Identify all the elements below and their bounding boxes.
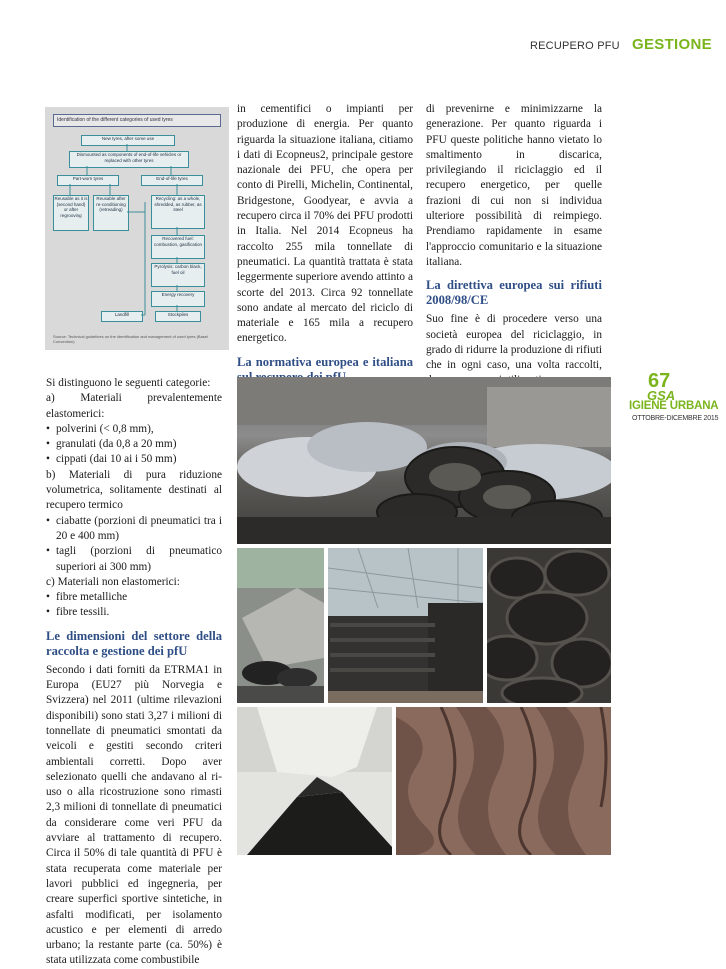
paragraph: Suo fine è di procedere verso una società europea del riciclaggio, in grado di ridurre la produzione di rifiuti che in ogni caso, una volta raccolti,: [426, 313, 602, 372]
issue-date: OTTOBRE-DICEMBRE 2015: [632, 415, 719, 422]
list-item: • granulati (da 0,8 a 20 mm): [46, 437, 222, 452]
rubber-granulate-photo: [237, 707, 392, 855]
diagram-box: Reusable after re-conditioning (retreading): [93, 195, 129, 231]
tyre-pile-illustration: [237, 377, 611, 544]
list-item: • polverini (< 0,8 mm),: [46, 422, 222, 437]
magazine-logo: GSA: [647, 388, 676, 403]
scrap-tyres-photo: [487, 548, 611, 703]
diagram-box: End-of-life tyres: [141, 175, 203, 186]
diagram-arrows: [45, 107, 229, 350]
warehouse-illustration: [328, 548, 483, 703]
diagram-box: Dismounted as components of end-of-life vehicles or replaced with other tyres: [69, 151, 189, 168]
list-item: • tagli (porzioni di pneumatico superiori ai 300 mm): [46, 544, 222, 575]
section-heading: La direttiva europea sui rifiuti 2008/98/CE: [426, 278, 602, 308]
list-item: • fibre tessili.: [46, 605, 222, 620]
section-label: RECUPERO PFU: [530, 40, 620, 52]
diagram-box: Recycling: as a whole, shredded, as rubber, as steel: [151, 195, 205, 229]
paragraph: di prevenirne e minimizzarne la generazione. Per quanto riguarda i PFU queste politiche hanno vietato lo smaltimento in discarica, privilegiando il riciclaggio ed il recupero energetico, per quelle frazioni di cui non si individua ulteriore possibilità di reimpiego. Prendiamo rapidamente in esame l'approccio comunitario e la situazione italiana.: [426, 103, 602, 268]
paragraph: in cementifici o impianti per produzione di energia. Per quanto riguarda la situazione italiana, citiamo i dati di Ecopneus2, principale gestore nazionale dei PFU, che opera per conto di Pirelli, Michelin, Continental, Bridgestone, Goodyear, e avvia a recupero circa il 70% dei PFU prodotti in Italia. Nel 2014 Ecopneus ha raccolto 255 mila tonnellate di pneumatici. La quantità trattata è stata leggermente superiore avendo attinto a scorte del 2013. Circa 92 tonnellate sono andate al mercato del riciclo di materiale e 165 mila a recupero energetico.: [237, 103, 413, 345]
category-a-list: [46, 422, 222, 468]
truck-illustration: [237, 548, 324, 703]
tyre-tread-closeup-photo: [396, 707, 611, 855]
tyre-stacks-warehouse-photo: [328, 548, 483, 703]
diagram-box: Recovered fuel: combustion, gasification: [151, 235, 205, 259]
diagram-box: Part-worn tyres: [57, 175, 119, 186]
category-c: c) Materiali non elastomerici:: [46, 575, 180, 588]
category-b: b) Materiali di pura riduzione volumetrica, solitamente destinati al recupero termico: [46, 468, 222, 512]
list-item: • ciabatte (porzioni di pneumatici tra i 20 e 400 mm): [46, 514, 222, 545]
column-1: [46, 376, 222, 969]
diagram-box: New tyres, after some use: [81, 135, 175, 146]
paragraph: Secondo i dati forniti da ETRMA1 in Europa (EU27 più Norvegia e Svizzera) nel 2011 (ultime rilevazioni disponibili) sono stati 3,27 i milioni di tonnellate di pneumatici smontati da veicoli e gestiti secondo criteri ambientali corretti. Dopo aver selezionato quelli che andavano al ri-uso o alla ricostruzione sono rimasti 2,3 milioni di tonnellate di pneumatici da considerare come veri PFU da avviare al trattamento di recupero. Circa il 50% di tale quantità di PFU è stata recuperata come materiale per lavori pubblici ed ingegneria, per creare superfici sportive sintetiche, in asfalti modificati, per isolamento acustico e per elementi di arredo urbano; la restante parte (ca. 50%) è stata utilizzata come combustibile: [46, 663, 222, 967]
list-item: • fibre metalliche: [46, 590, 222, 605]
category-b-list: [46, 514, 222, 575]
diagram-source: Source: Technical guidelines on the identification and management of used tyres (Basel Convention): [53, 334, 208, 344]
section-heading: Le dimensioni del settore della raccolta e gestione dei pfU: [46, 628, 222, 658]
tyres-illustration: [487, 548, 611, 703]
page-number: 67: [648, 370, 671, 392]
diagram-box: Landfill: [101, 311, 143, 322]
category-label: GESTIONE: [632, 36, 712, 53]
diagram-box: Reusable as it is (second hand) or after regrooving: [53, 195, 89, 231]
tyre-category-diagram: [45, 107, 229, 350]
categories-intro: Si distinguono le seguenti categorie:: [46, 377, 211, 389]
tyre-pile-photo: [237, 377, 611, 544]
granulate-illustration: [237, 707, 392, 855]
truck-unloading-photo: [237, 548, 324, 703]
section-heading: La normativa europea e italiana: [237, 354, 413, 369]
diagram-title: Identification of the different categories of used tyres: [53, 114, 221, 127]
category-c-list: [46, 590, 222, 621]
list-item: • cippati (dai 10 ai i 50 mm): [46, 452, 222, 467]
category-a: a) Materiali prevalentemente elastomerici:: [46, 392, 222, 420]
diagram-box: Stockpiles: [155, 311, 201, 322]
diagram-box: Energy recovery: [151, 291, 205, 307]
magazine-name: IGIENE URBANA: [629, 400, 719, 412]
diagram-box: Pyrolysis: carbon black, fuel oil: [151, 263, 205, 287]
tread-illustration: [396, 707, 611, 855]
